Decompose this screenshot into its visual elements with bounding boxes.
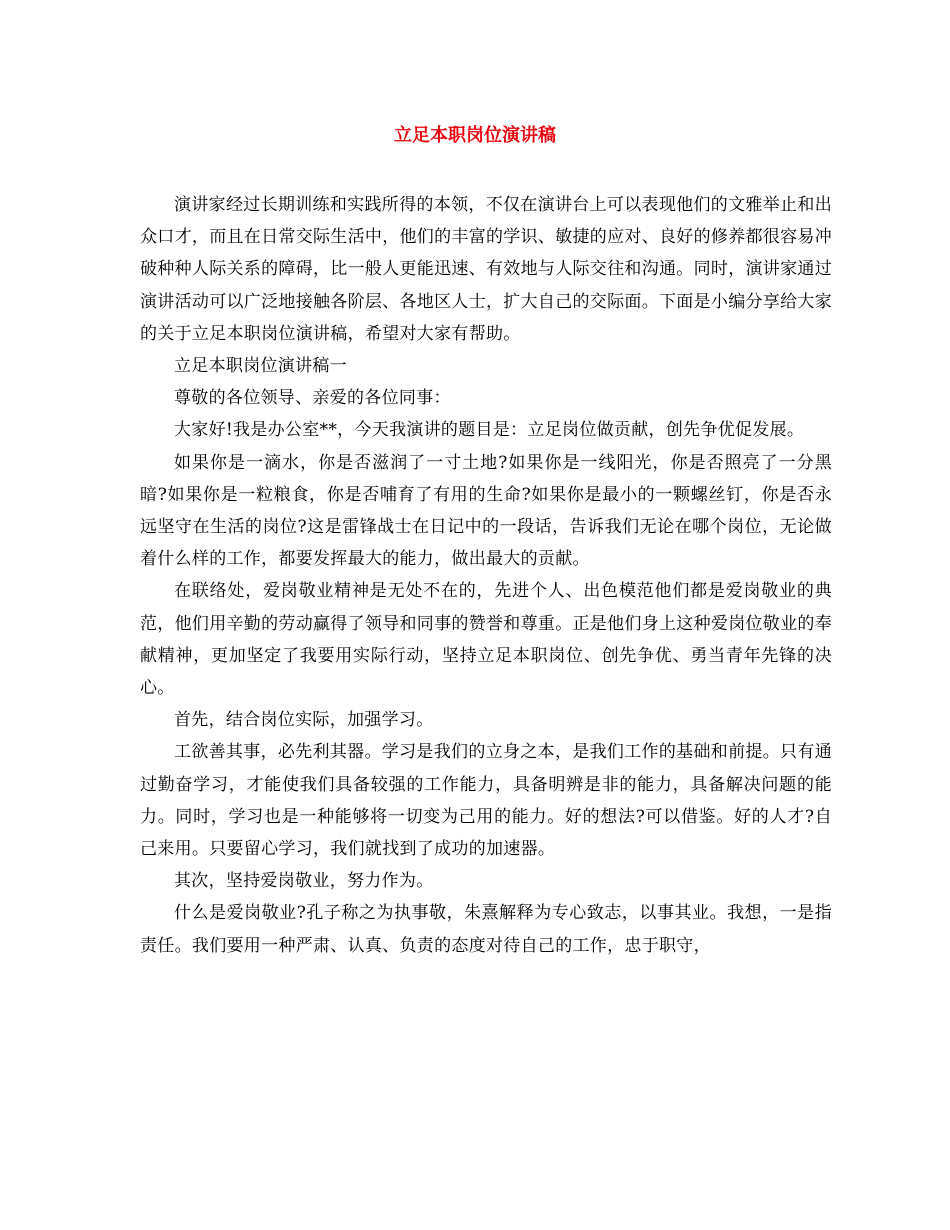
- paragraph-first-point: 首先，结合岗位实际，加强学习。: [174, 710, 434, 731]
- paragraph-intro: 演讲家经过长期训练和实践所得的本领，不仅在演讲台上可以表现他们的文雅举止和出众口才，而且在日常交际生活中，他们的丰富的学识、敏捷的应对、良好的修养都很容易冲破种种人际关系的障碍，比一般人更能迅速、有效地与人际交往和沟通。同时，演讲家通过演讲活动可以广泛地接触各阶层、各地区人士，扩大自己的交际面。下面是小编分享给大家的关于立足本职岗位演讲稿，希望对大家有帮助。: [140, 195, 832, 344]
- document-title: 立足本职岗位演讲稿: [394, 125, 556, 146]
- paragraph-heading-speech-one: 立足本职岗位演讲稿一: [174, 356, 347, 377]
- paragraph-salutation: 尊敬的各位领导、亲爱的各位同事：: [174, 388, 451, 409]
- paragraph-dedication: 什么是爱岗敬业?孔子称之为执事敬，朱熹解释为专心致志，以事其业。我想，一是指责任。我们要用一种严肃、认真、负责的态度对待自己的工作，忠于职守，: [140, 903, 832, 956]
- paragraph-greeting: 大家好!我是办公室**，今天我演讲的题目是：立足岗位做贡献，创先争优促发展。: [174, 420, 805, 441]
- paragraph-lei-feng-quote: 如果你是一滴水，你是否滋润了一寸土地?如果你是一线阳光，你是否照亮了一分黑暗?如果你是一粒粮食，你是否哺育了有用的生命?如果你是最小的一颗螺丝钉，你是否永远坚守在生活的岗位?这是雷锋战士在日记中的一段话，告诉我们无论在哪个岗位，无论做着什么样的工作，都要发挥最大的能力，做出最大的贡献。: [140, 452, 832, 570]
- paragraph-learning: 工欲善其事，必先利其器。学习是我们的立身之本，是我们工作的基础和前提。只有通过勤奋学习，才能使我们具备较强的工作能力，具备明辨是非的能力，具备解决问题的能力。同时，学习也是一种能够将一切变为己用的能力。好的想法?可以借鉴。好的人才?自己来用。只要留心学习，我们就找到了成功的加速器。: [140, 742, 832, 860]
- paragraph-liaison-office: 在联络处，爱岗敬业精神是无处不在的，先进个人、出色模范他们都是爱岗敬业的典范，他们用辛勤的劳动赢得了领导和同事的赞誉和尊重。正是他们身上这种爱岗位敬业的奉献精神，更加坚定了我要用实际行动，坚持立足本职岗位、创先争优、勇当青年先锋的决心。: [140, 581, 832, 699]
- paragraph-second-point: 其次，坚持爱岗敬业，努力作为。: [174, 871, 434, 892]
- document-body: [140, 189, 832, 962]
